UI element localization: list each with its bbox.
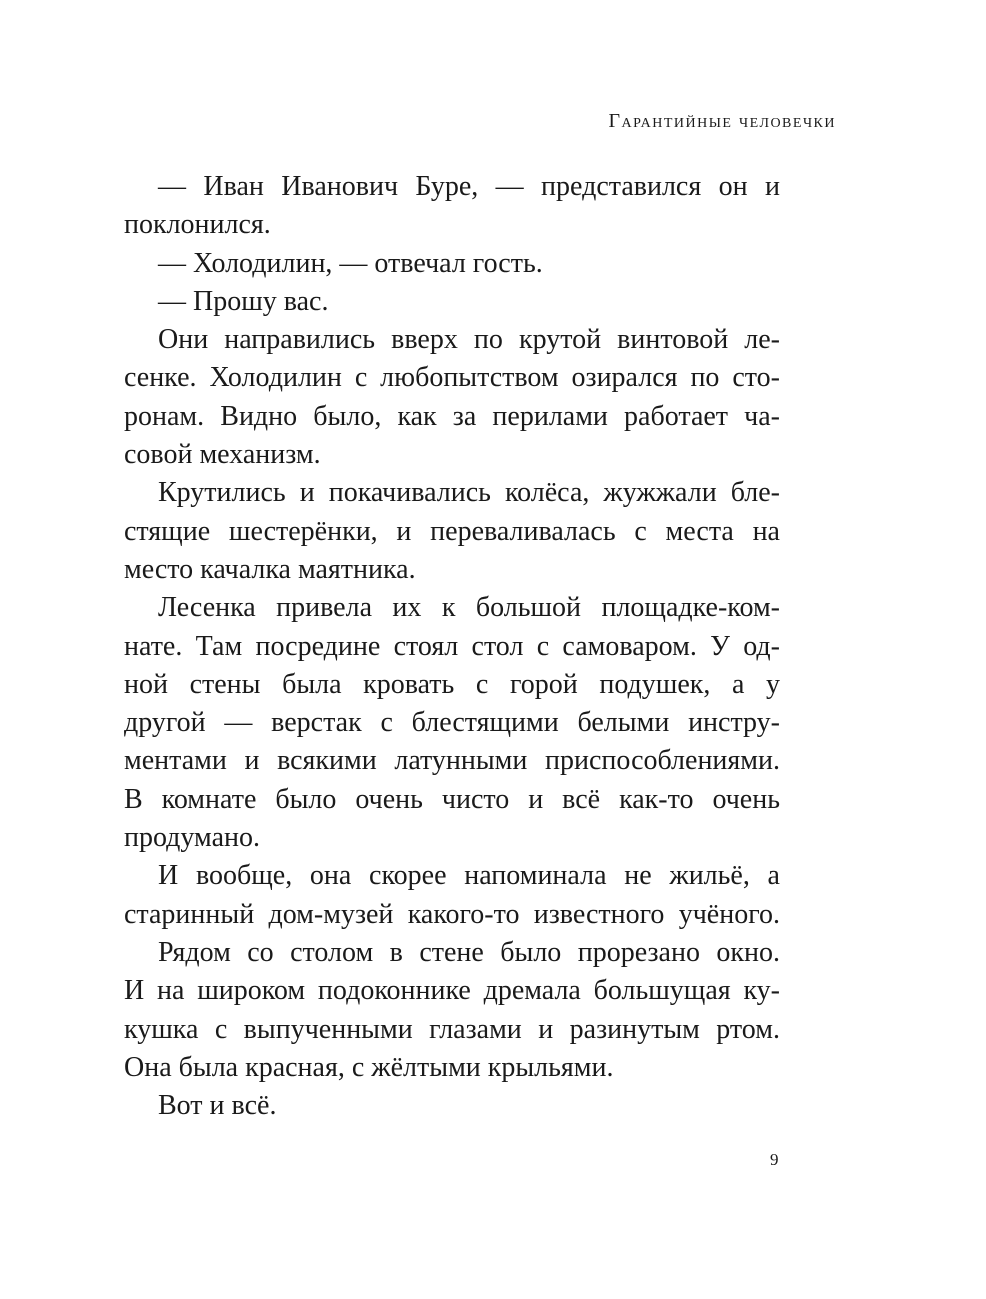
text-line: И вообще, она скорее напоминала не жильё, а [158,860,780,892]
text-line: совой механизм. [124,439,321,471]
text-line: сенке. Холодилин с любопытством озирался по сто- [124,362,780,394]
text-line: — Холодилин, — отвечал гость. [158,247,543,279]
text-line: нате. Там посредине стоял стол с самоваром. У од- [124,630,780,662]
text-line: Рядом со столом в стене было прорезано окно. [158,936,780,968]
text-line: В комнате было очень чисто и всё как-то очень [124,783,780,815]
text-line: другой — верстак с блестящими белыми инстру- [124,707,780,739]
text-line: — Иван Иванович Буре, — представился он и [158,171,780,202]
text-line: место качалка маятника. [124,553,416,585]
text-line: кушка с выпученными глазами и разинутым ртом. [124,1013,780,1045]
text-line: — Прошу вас. [158,285,329,317]
text-line: продумано. [124,822,260,854]
text-line: стящие шестерёнки, и переваливалась с места на [124,515,780,547]
text-line: Крутились и покачивались колёса, жужжали бле- [158,477,780,509]
text-line: ронам. Видно было, как за перилами работает ча- [124,400,780,432]
text-line: ментами и всякими латунными приспособлениями. [124,745,780,777]
text-line: Лесенка привела их к большой площадке-ком- [158,592,780,624]
body-text [124,168,780,1125]
running-head: Гарантийные человечки [608,110,836,132]
text-line: Они направились вверх по крутой винтовой ле- [158,324,780,356]
text-line: Она была красная, с жёлтыми крыльями. [124,1051,614,1083]
text-line: Вот и всё. [158,1090,277,1122]
text-line: И на широком подоконнике дремала большущая ку- [124,975,780,1007]
page-number: 9 [770,1150,779,1169]
text-line: ной стены была кровать с горой подушек, а у [124,668,780,700]
text-line: старинный дом-музей какого-то известного учёного. [124,898,780,930]
text-line: поклонился. [124,209,271,241]
